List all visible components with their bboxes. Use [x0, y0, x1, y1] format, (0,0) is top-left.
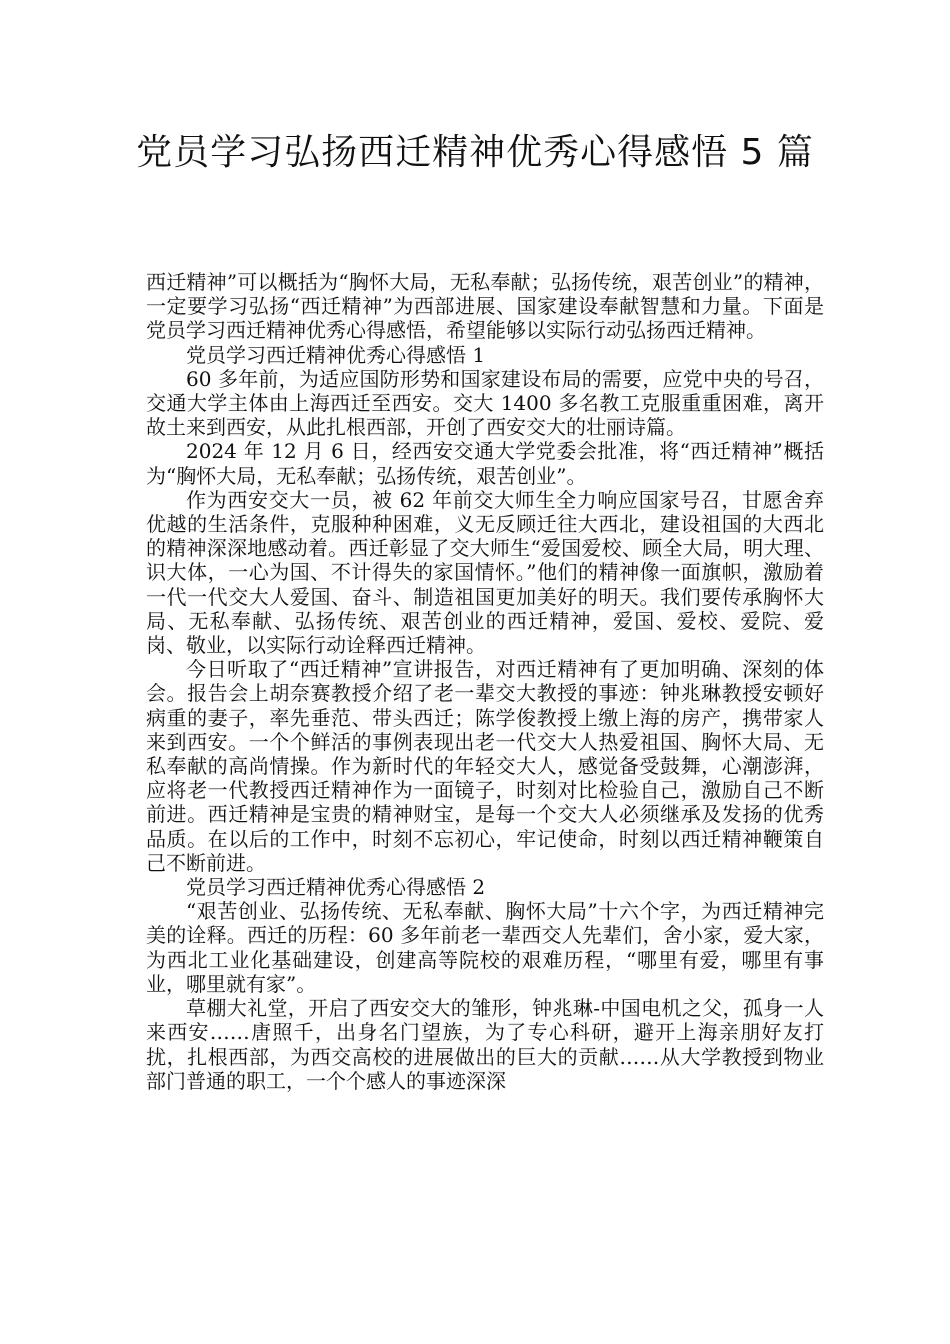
section-heading-2: 党员学习西迁精神优秀心得感悟 2 — [186, 875, 486, 900]
body-paragraph: 今日听取了“西迁精神”宣讲报告，对西迁精神有了更加明确、深刻的体会。报告会上胡奈赛教授介绍了老一辈交大教授的事迹：钟兆琳教授安顿好病重的妻子，率先垂范、带头西迁；陈学俊教授上缴上海的房产，携带家人来到西安。一个个鲜活的事例表现出老一代交大人热爱祖国、胸怀大局、无私奉献的高尚情操。作为新时代的年轻交大人，感觉备受鼓舞，心潮澎湃，应将老一代教授西迁精神作为一面镜子，时刻对比检验自己，激励自己不断前进。西迁精神是宝贵的精神财宝，是每一个交大人必须继承及发扬的优秀品质。在以后的工作中，时刻不忘初心，牢记使命，时刻以西迁精神鞭策自己不断前进。 — [146, 657, 824, 875]
body-paragraph: 60 多年前，为适应国防形势和国家建设布局的需要，应党中央的号召，交通大学主体由上海西迁至西安。交大 1400 多名教工克服重重困难，离开故土来到西安，从此扎根西部，开创了西安交大的壮丽诗篇。 — [146, 366, 824, 440]
document-body — [146, 270, 824, 1093]
section-heading-1: 党员学习西迁精神优秀心得感悟 1 — [186, 342, 486, 367]
intro-paragraph: 西迁精神”可以概括为“胸怀大局，无私奉献；弘扬传统，艰苦创业”的精神，一定要学习弘扬“西迁精神”为西部进展、国家建设奉献智慧和力量。下面是党员学习西迁精神优秀心得感悟，希望能够以实际行动弘扬西迁精神。 — [146, 270, 824, 343]
body-paragraph: “艰苦创业、弘扬传统、无私奉献、胸怀大局”十六个字，为西迁精神完美的诠释。西迁的历程：60 多年前老一辈西交人先辈们，舍小家，爱大家，为西北工业化基础建设，创建高等院校的艰难历程，“哪里有爱，哪里有事业，哪里就有家”。 — [146, 899, 824, 996]
body-paragraph: 作为西安交大一员，被 62 年前交大师生全力响应国家号召，甘愿舍弃优越的生活条件，克服种种困难，义无反顾迁往大西北，建设祖国的大西北的精神深深地感动着。西迁彰显了交大师生“爱国爱校、顾全大局，明大理、识大体，一心为国、不计得失的家国情怀。”他们的精神像一面旗帜，激励着一代一代交大人爱国、奋斗、制造祖国更加美好的明天。我们要传承胸怀大局、无私奉献、弘扬传统、艰苦创业的西迁精神，爱国、爱校、爱院、爱岗、敬业，以实际行动诠释西迁精神。 — [146, 487, 824, 658]
body-paragraph: 草棚大礼堂，开启了西安交大的雏形，钟兆琳-中国电机之父，孤身一人来西安……唐照千，出身名门望族，为了专心科研，避开上海亲朋好友打扰，扎根西部，为西交高校的进展做出的巨大的贡献……从大学教授到物业部门普通的职工，一个个感人的事迹深深 — [146, 996, 824, 1093]
document-title: 党员学习弘扬西迁精神优秀心得感悟 5 篇 — [136, 132, 814, 173]
body-paragraph: 2024 年 12 月 6 日，经西安交通大学党委会批准，将“西迁精神”概括为“胸怀大局，无私奉献；弘扬传统，艰苦创业”。 — [146, 439, 824, 488]
